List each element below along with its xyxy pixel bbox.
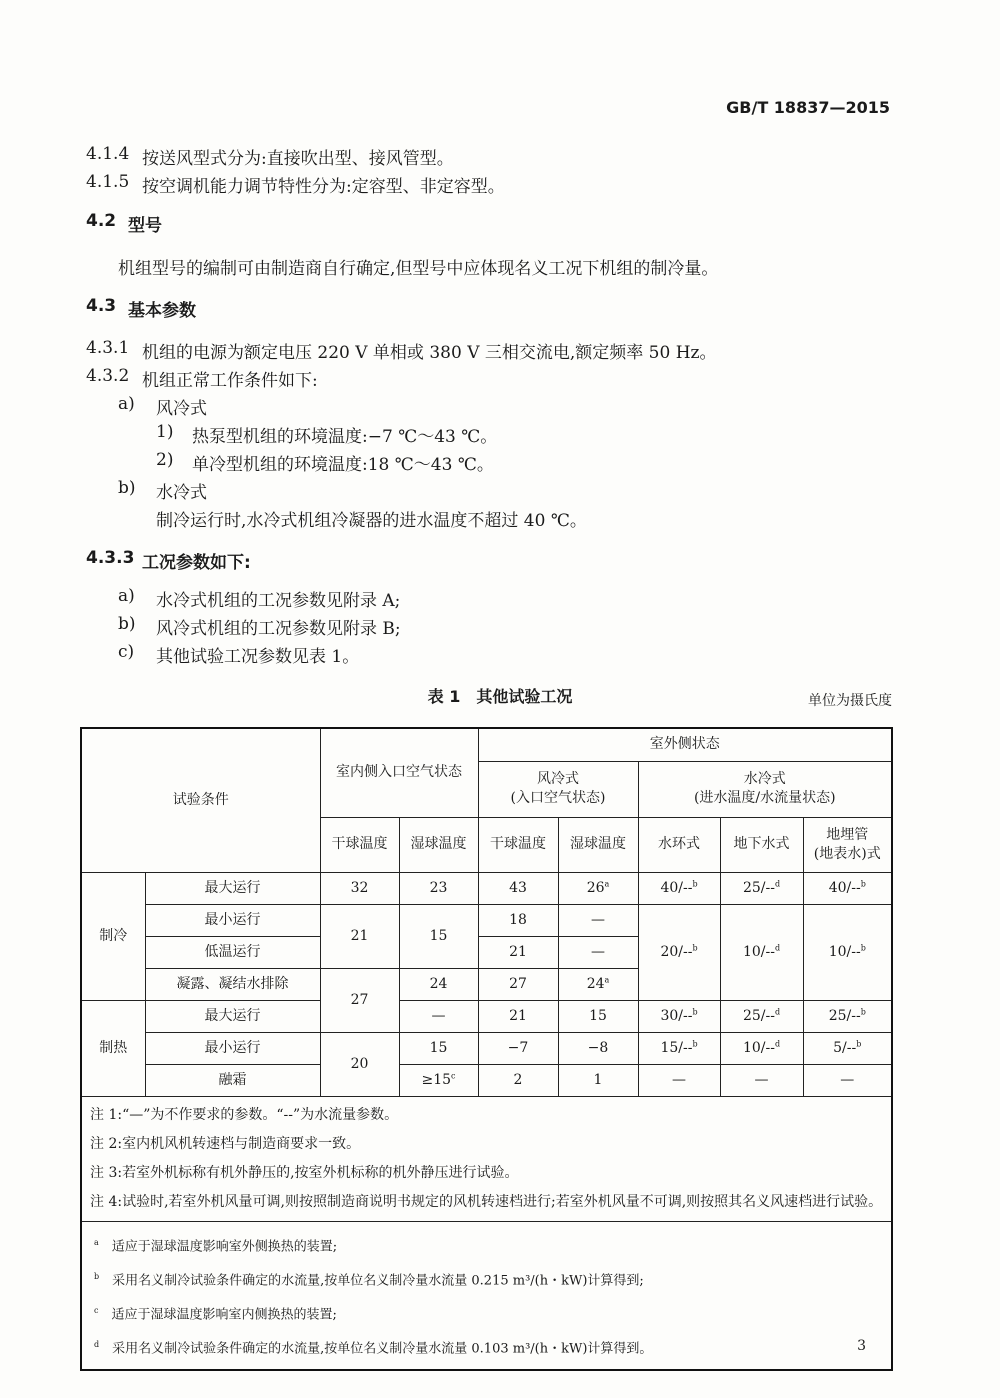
cell: 25/--$^b$ (803, 1000, 892, 1032)
cell: — (558, 904, 638, 936)
header-ground-loop: 地埋管 (地表水)式 (803, 817, 892, 872)
header-indoor-dry: 干球温度 (320, 817, 399, 872)
note-4: 注 4:试验时,若室外机风量可调,则按照制造商说明书规定的风机转速档进行;若室外机风量不可调,则按照其名义风速档进行试验。 (90, 1193, 883, 1210)
cell: 43 (478, 872, 558, 904)
cell: — (803, 1064, 892, 1096)
cell: 15 (399, 904, 478, 968)
section-4-2-title: 型号 (128, 216, 162, 236)
cell: 30/--$^b$ (638, 1000, 720, 1032)
footnote-b: $^b$ 采用名义制冷试验条件确定的水流量,按单位名义制冷量水流量 0.215 m³/(h・kW)计算得到; (94, 1271, 644, 1289)
item-b-text: 水冷式 (156, 483, 207, 503)
cell: 18 (478, 904, 558, 936)
section-4-3-num: 4.3 (86, 296, 117, 316)
water-cooled-paragraph: 制冷运行时,水冷式机组冷凝器的进水温度不超过 40 ℃。 (156, 511, 587, 531)
standard-number: GB/T 18837—2015 (726, 98, 890, 117)
header-outdoor: 室外侧状态 (478, 728, 892, 761)
cell: −8 (558, 1032, 638, 1064)
clause-4-3-3: 4.3.3 (86, 548, 135, 568)
cell: 27 (320, 968, 399, 1032)
cond-c-num: c) (118, 642, 135, 662)
cell: 40/--$^b$ (803, 872, 892, 904)
cell: 27 (478, 968, 558, 1000)
footnote-d: $^d$ 采用名义制冷试验条件确定的水流量,按单位名义制冷量水流量 0.103 m³/(h・kW)计算得到。 (94, 1340, 653, 1357)
row-label: 融霜 (145, 1064, 320, 1096)
item-2-num: 2) (156, 450, 174, 470)
cell: — (558, 936, 638, 968)
header-indoor: 室内侧入口空气状态 (320, 728, 478, 817)
header-water-cooled: 水冷式 (进水温度/水流量状态) (638, 761, 892, 817)
cell: 26$^a$ (558, 872, 638, 904)
item-b-num: b) (118, 478, 136, 498)
cell: 15 (399, 1032, 478, 1064)
model-paragraph: 机组型号的编制可由制造商自行确定,但型号中应体现名义工况下机组的制冷量。 (118, 259, 719, 279)
cell: −7 (478, 1032, 558, 1064)
section-4-3-title: 基本参数 (128, 301, 196, 321)
group-cooling: 制冷 (81, 872, 145, 1000)
item-1-num: 1) (156, 422, 174, 442)
footnote-a: $^a$ 适应于湿球温度影响室外侧换热的装置; (94, 1237, 338, 1254)
cell: 21 (478, 936, 558, 968)
row-label: 最小运行 (145, 904, 320, 936)
clause-4-3-2: 4.3.2 (86, 366, 130, 386)
cell: 21 (320, 904, 399, 968)
row-label: 最小运行 (145, 1032, 320, 1064)
cell: 21 (478, 1000, 558, 1032)
header-groundwater: 地下水式 (720, 817, 803, 872)
cond-b-num: b) (118, 614, 136, 634)
table-caption: 表 1 其他试验工况 (427, 687, 573, 706)
item-a-text: 风冷式 (156, 399, 207, 419)
item-a-num: a) (118, 394, 135, 414)
cell: 40/--$^b$ (638, 872, 720, 904)
row-label: 凝露、凝结水排除 (145, 968, 320, 1000)
note-3: 注 3:若室外机标称有机外静压的,按室外机标称的机外静压进行试验。 (90, 1164, 519, 1181)
cell: 32 (320, 872, 399, 904)
cell: 1 (558, 1064, 638, 1096)
row-label: 最大运行 (145, 872, 320, 904)
cell: 2 (478, 1064, 558, 1096)
cell: 10/--$^d$ (720, 1032, 803, 1064)
clause-4-1-4-text: 按送风型式分为:直接吹出型、接风管型。 (142, 149, 454, 169)
header-outdoor-dry: 干球温度 (478, 817, 558, 872)
footnote-c: $^c$ 适应于湿球温度影响室内侧换热的装置; (94, 1306, 337, 1323)
table-unit: 单位为摄氏度 (808, 693, 892, 709)
clause-4-1-4: 4.1.4 (86, 144, 130, 164)
table-footnotes (81, 1221, 892, 1370)
cell: 5/--$^b$ (803, 1032, 892, 1064)
clause-4-1-5: 4.1.5 (86, 172, 130, 192)
note-1: 注 1:“—”为不作要求的参数。“--”为水流量参数。 (90, 1106, 399, 1123)
clause-4-3-2-text: 机组正常工作条件如下: (142, 371, 318, 391)
cell: 15/--$^b$ (638, 1032, 720, 1064)
table-notes (81, 1096, 892, 1221)
cell: 15 (558, 1000, 638, 1032)
cell: — (399, 1000, 478, 1032)
item-2-text: 单冷型机组的环境温度:18 ℃～43 ℃。 (192, 455, 494, 475)
cond-a-num: a) (118, 586, 135, 606)
row-label: 低温运行 (145, 936, 320, 968)
note-2: 注 2:室内机风机转速档与制造商要求一致。 (90, 1135, 361, 1152)
cell: 20 (320, 1032, 399, 1096)
cell: 24 (399, 968, 478, 1000)
header-water-ring: 水环式 (638, 817, 720, 872)
header-air-cooled: 风冷式 (入口空气状态) (478, 761, 638, 817)
test-conditions-table (80, 727, 893, 1371)
page-number: 3 (857, 1338, 866, 1354)
cell: 24$^a$ (558, 968, 638, 1000)
group-heating: 制热 (81, 1000, 145, 1096)
cell: — (638, 1064, 720, 1096)
header-indoor-wet: 湿球温度 (399, 817, 478, 872)
clause-4-1-5-text: 按空调机能力调节特性分为:定容型、非定容型。 (142, 177, 505, 197)
clause-4-3-3-text: 工况参数如下: (142, 553, 251, 573)
cell: 25/--$^d$ (720, 1000, 803, 1032)
cell: — (720, 1064, 803, 1096)
cell: 25/--$^d$ (720, 872, 803, 904)
cond-c-text: 其他试验工况参数见表 1。 (156, 647, 360, 667)
cond-a-text: 水冷式机组的工况参数见附录 A; (156, 591, 401, 611)
item-1-text: 热泵型机组的环境温度:−7 ℃～43 ℃。 (192, 427, 498, 447)
header-outdoor-wet: 湿球温度 (558, 817, 638, 872)
cell: 23 (399, 872, 478, 904)
row-label: 最大运行 (145, 1000, 320, 1032)
cell: 20/--$^b$ (638, 904, 720, 1000)
section-4-2-num: 4.2 (86, 211, 117, 231)
clause-4-3-1: 4.3.1 (86, 338, 130, 358)
cond-b-text: 风冷式机组的工况参数见附录 B; (156, 619, 401, 639)
header-test-conditions: 试验条件 (81, 728, 320, 872)
cell: 10/--$^d$ (720, 904, 803, 1000)
clause-4-3-1-text: 机组的电源为额定电压 220 V 单相或 380 V 三相交流电,额定频率 50 Hz。 (142, 343, 717, 363)
cell: $\ge 15^c$ (399, 1064, 478, 1096)
cell: 10/--$^b$ (803, 904, 892, 1000)
